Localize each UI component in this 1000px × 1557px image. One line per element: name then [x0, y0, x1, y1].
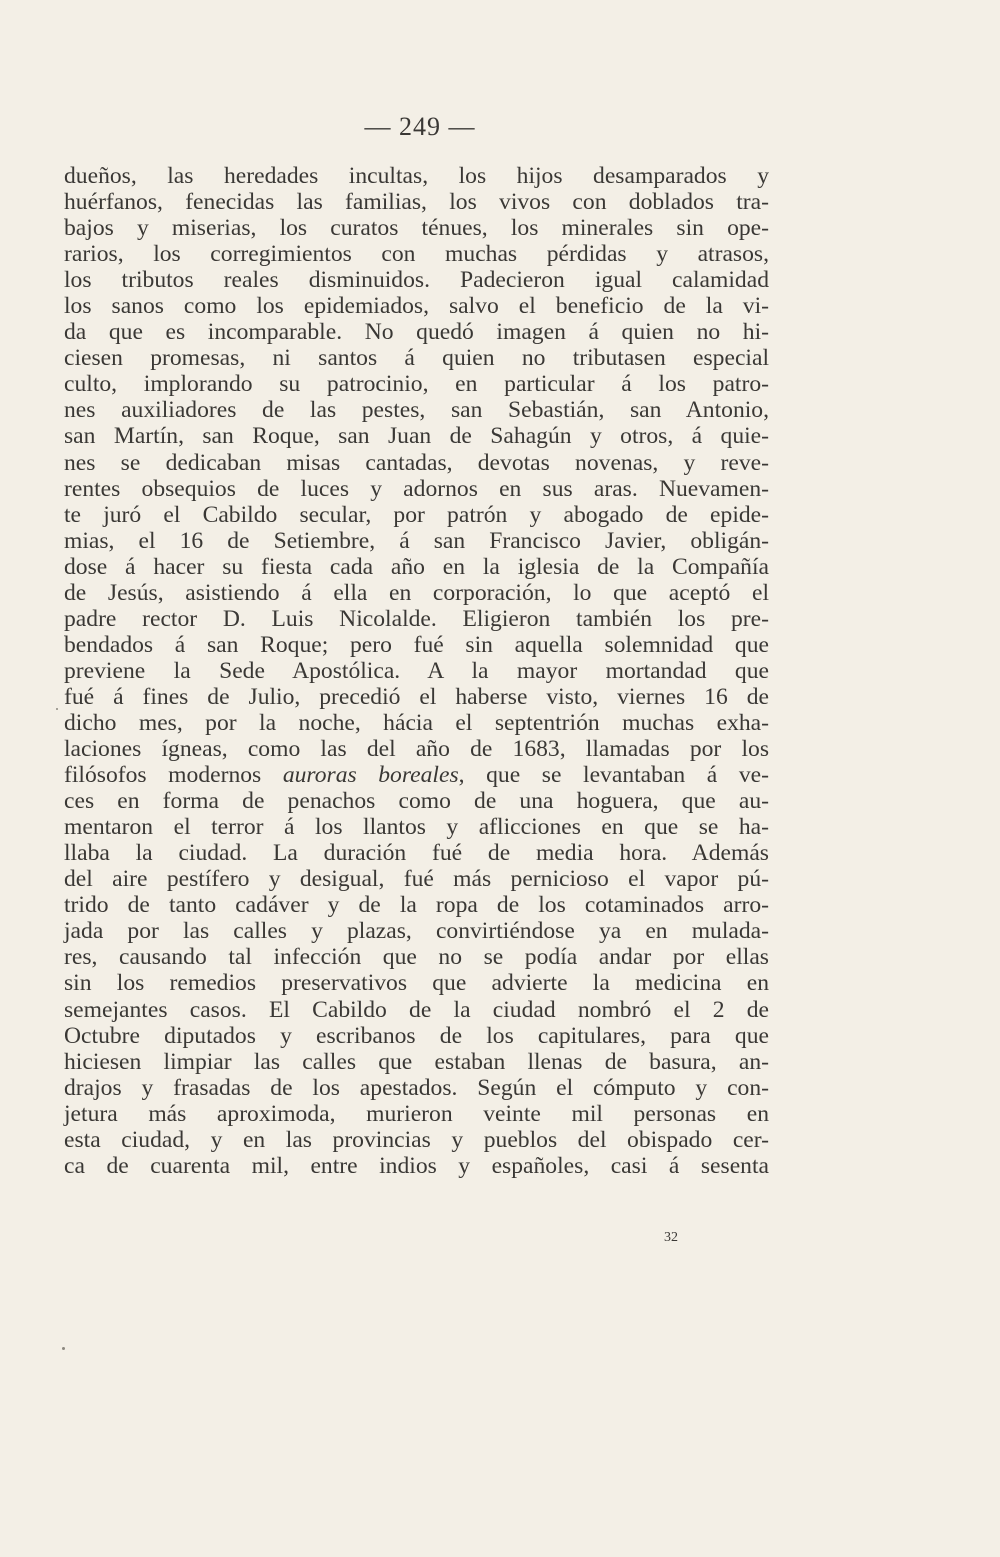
text-segment: , que se levantaban á ve-: [458, 762, 769, 789]
text-line: ces en forma de penachos como de una hoguera, que au-: [64, 788, 769, 815]
text-line: de Jesús, asistiendo á ella en corporación, lo que aceptó el: [64, 579, 769, 606]
text-line: bajos y miserias, los curatos ténues, los minerales sin ope-: [64, 215, 769, 242]
text-line: te juró el Cabildo secular, por patrón y abogado de epide-: [64, 501, 769, 528]
text-line: san Martín, san Roque, san Juan de Sahagún y otros, á quie-: [64, 423, 769, 450]
paper-speck: [56, 708, 58, 710]
text-line: previene la Sede Apostólica. A la mayor mortandad que: [64, 657, 769, 684]
text-line: bendados á san Roque; pero fué sin aquella solemnidad que: [64, 631, 769, 658]
text-line: ciesen promesas, ni santos á quien no tributasen especial: [64, 345, 769, 372]
text-line: sin los remedios preservativos que advierte la medicina en: [64, 970, 769, 997]
text-line: los sanos como los epidemiados, salvo el beneficio de la vi-: [64, 293, 769, 320]
paper-speck: [62, 1347, 65, 1350]
text-line: trido de tanto cadáver y de la ropa de los cotaminados arro-: [64, 892, 769, 919]
text-line: da que es incomparable. No quedó imagen á quien no hi-: [64, 319, 769, 346]
text-segment: filósofos modernos: [64, 762, 262, 789]
text-line: mias, el 16 de Setiembre, á san Francisco Javier, obligán-: [64, 527, 769, 554]
text-line: jada por las calles y plazas, convirtiéndose ya en muladа-: [64, 918, 769, 945]
text-line: laciones ígneas, como las del año de 1683, llamadas por los: [64, 736, 769, 763]
text-line: huérfanos, fenecidas las familias, los vivos con doblados tra-: [64, 189, 769, 216]
text-line: nes auxiliadores de las pestes, san Sebastián, san Antonio,: [64, 397, 769, 424]
text-line: Octubre diputados y escribanos de los capitulares, para que: [64, 1022, 769, 1049]
text-line: dose á hacer su fiesta cada año en la iglesia de la Compañía: [64, 553, 769, 580]
text-line: dicho mes, por la noche, hácia el septentrión muchas exha-: [64, 709, 769, 736]
text-line-with-italic: [64, 762, 769, 788]
text-line: res, causando tal infección que no se podía andar por ellas: [64, 944, 769, 971]
text-line: culto, implorando su patrocinio, en particular á los patro-: [64, 371, 769, 398]
text-line: semejantes casos. El Cabildo de la ciudad nombró el 2 de: [64, 996, 769, 1023]
text-line: los tributos reales disminuidos. Padecieron igual calamidad: [64, 267, 769, 294]
text-line: rarios, los corregimientos con muchas pérdidas y atrasos,: [64, 241, 769, 268]
body-text: [64, 163, 769, 1179]
text-line: mentaron el terror á los llantos y aflicciones en que se ha-: [64, 814, 769, 841]
text-line: del aire pestífero y desigual, fué más pernicioso el vapor pú-: [64, 866, 769, 893]
text-line: fué á fines de Julio, precedió el haberse visto, viernes 16 de: [64, 683, 769, 710]
text-line: ca de cuarenta mil, entre indios y españoles, casi á sesenta: [64, 1152, 769, 1179]
text-line: llaba la ciudad. La duración fué de media hora. Además: [64, 840, 769, 867]
text-line: nes se dedicaban misas cantadas, devotas novenas, y reve-: [64, 449, 769, 476]
text-line: jetura más aproximoda, murieron veinte mil personas en: [64, 1100, 769, 1127]
page-number: — 249 —: [364, 112, 476, 141]
text-line: hiciesen limpiar las calles que estaban llenas de basura, an-: [64, 1048, 769, 1075]
signature-mark: 32: [664, 1230, 678, 1245]
text-line: drajos y frasadas de los apestados. Según el cómputo y con-: [64, 1074, 769, 1101]
text-line: dueños, las heredades incultas, los hijos desamparados y: [64, 163, 769, 189]
text-line: padre rector D. Luis Nicolalde. Eligieron también los pre-: [64, 605, 769, 632]
text-line: esta ciudad, y en las provincias y pueblos del obispado cer-: [64, 1126, 769, 1153]
text-line: rentes obsequios de luces y adornos en sus aras. Nuevamen-: [64, 475, 769, 502]
italic-term: auroras boreales: [282, 762, 459, 789]
